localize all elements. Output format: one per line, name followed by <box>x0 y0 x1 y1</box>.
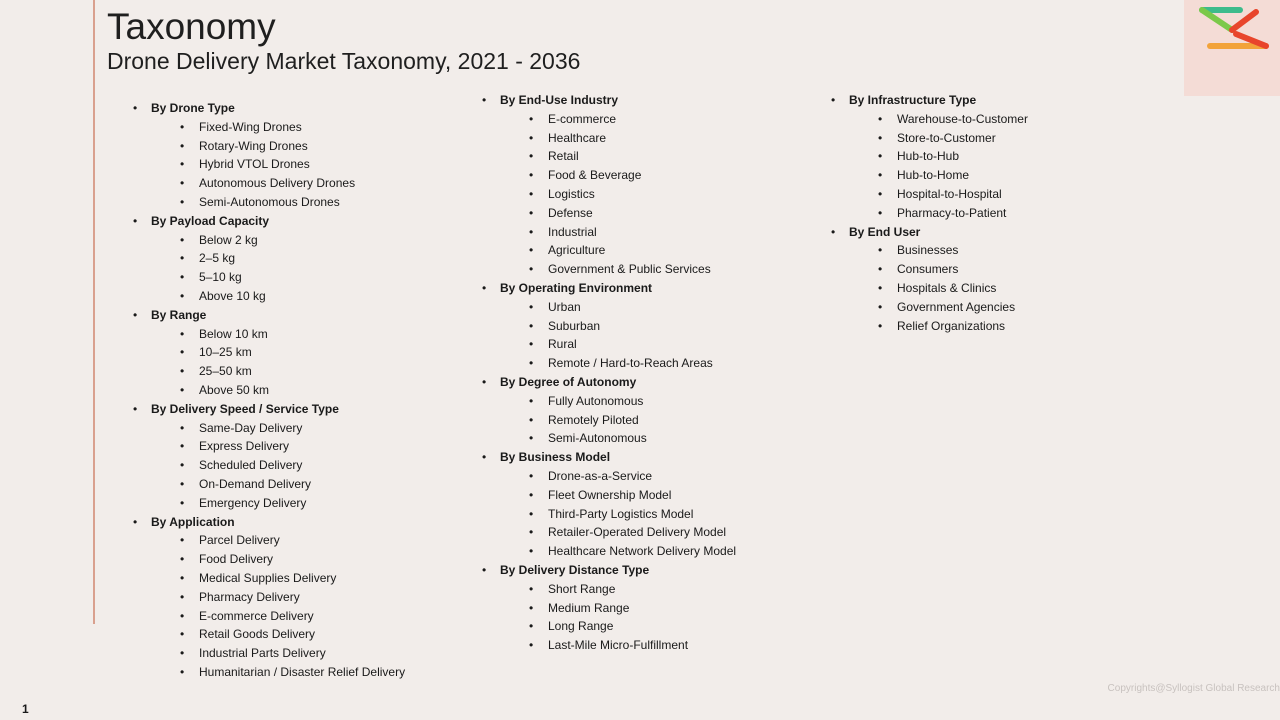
list-item: • E-commerce <box>482 110 736 129</box>
list-item: • Suburban <box>482 317 736 336</box>
list-item: • Store-to-Customer <box>831 129 1028 148</box>
list-item: • Last-Mile Micro-Fulfillment <box>482 636 736 655</box>
category-heading: • By Delivery Speed / Service Type <box>133 400 405 419</box>
category-heading: • By Degree of Autonomy <box>482 373 736 392</box>
list-item: • Rotary-Wing Drones <box>133 137 405 156</box>
list-item: • Fully Autonomous <box>482 392 736 411</box>
list-item: • Fleet Ownership Model <box>482 486 736 505</box>
list-item: • Autonomous Delivery Drones <box>133 174 405 193</box>
category-heading: • By Drone Type <box>133 99 405 118</box>
list-item: • Government & Public Services <box>482 260 736 279</box>
list-item: • Hospitals & Clinics <box>831 279 1028 298</box>
list-item: • Food & Beverage <box>482 166 736 185</box>
list-item: • Retail <box>482 147 736 166</box>
page-number: 1 <box>22 702 29 716</box>
syllogist-logo-icon <box>1196 4 1276 54</box>
list-item: • Long Range <box>482 617 736 636</box>
list-item: • Below 2 kg <box>133 231 405 250</box>
list-item: • Rural <box>482 335 736 354</box>
copyright-text: Copyrights@Syllogist Global Research <box>1107 683 1280 694</box>
accent-divider-line <box>93 0 95 624</box>
list-item: • Drone-as-a-Service <box>482 467 736 486</box>
list-item: • Fixed-Wing Drones <box>133 118 405 137</box>
list-item: • Parcel Delivery <box>133 531 405 550</box>
category-heading: • By Application <box>133 513 405 532</box>
list-item: • Logistics <box>482 185 736 204</box>
list-item: • Food Delivery <box>133 550 405 569</box>
list-item: • Urban <box>482 298 736 317</box>
list-item: • Remote / Hard-to-Reach Areas <box>482 354 736 373</box>
list-item: • Hub-to-Hub <box>831 147 1028 166</box>
list-item: • 5–10 kg <box>133 268 405 287</box>
list-item: • Government Agencies <box>831 298 1028 317</box>
category-heading: • By Business Model <box>482 448 736 467</box>
list-item: • 2–5 kg <box>133 249 405 268</box>
list-item: • Healthcare Network Delivery Model <box>482 542 736 561</box>
list-item: • Third-Party Logistics Model <box>482 505 736 524</box>
list-item: • Above 10 kg <box>133 287 405 306</box>
list-item: • Hybrid VTOL Drones <box>133 155 405 174</box>
list-item: • Hub-to-Home <box>831 166 1028 185</box>
list-item: • Healthcare <box>482 129 736 148</box>
page-title: Taxonomy <box>107 6 276 47</box>
list-item: • Retailer-Operated Delivery Model <box>482 523 736 542</box>
list-item: • Above 50 km <box>133 381 405 400</box>
list-item: • Defense <box>482 204 736 223</box>
list-item: • Medium Range <box>482 599 736 618</box>
list-item: • 10–25 km <box>133 343 405 362</box>
list-item: • Scheduled Delivery <box>133 456 405 475</box>
list-item: • 25–50 km <box>133 362 405 381</box>
logo <box>1184 0 1280 96</box>
list-item: • Warehouse-to-Customer <box>831 110 1028 129</box>
list-item: • Industrial <box>482 223 736 242</box>
list-item: • Agriculture <box>482 241 736 260</box>
category-heading: • By Range <box>133 306 405 325</box>
list-item: • Pharmacy Delivery <box>133 588 405 607</box>
list-item: • Businesses <box>831 241 1028 260</box>
list-item: • Medical Supplies Delivery <box>133 569 405 588</box>
list-item: • Hospital-to-Hospital <box>831 185 1028 204</box>
list-item: • Same-Day Delivery <box>133 419 405 438</box>
category-heading: • By Infrastructure Type <box>831 91 1028 110</box>
page-subtitle: Drone Delivery Market Taxonomy, 2021 - 2036 <box>107 48 581 74</box>
taxonomy-column-2 <box>482 91 736 655</box>
list-item: • Retail Goods Delivery <box>133 625 405 644</box>
list-item: • Short Range <box>482 580 736 599</box>
list-item: • E-commerce Delivery <box>133 607 405 626</box>
list-item: • Humanitarian / Disaster Relief Delivery <box>133 663 405 682</box>
list-item: • Pharmacy-to-Patient <box>831 204 1028 223</box>
list-item: • Remotely Piloted <box>482 411 736 430</box>
category-heading: • By Delivery Distance Type <box>482 561 736 580</box>
category-heading: • By Operating Environment <box>482 279 736 298</box>
category-heading: • By End User <box>831 223 1028 242</box>
list-item: • Below 10 km <box>133 325 405 344</box>
list-item: • Semi-Autonomous Drones <box>133 193 405 212</box>
category-heading: • By Payload Capacity <box>133 212 405 231</box>
category-heading: • By End-Use Industry <box>482 91 736 110</box>
list-item: • Relief Organizations <box>831 317 1028 336</box>
list-item: • Emergency Delivery <box>133 494 405 513</box>
taxonomy-column-3 <box>831 91 1028 335</box>
list-item: • Consumers <box>831 260 1028 279</box>
taxonomy-column-1 <box>133 99 405 682</box>
list-item: • Industrial Parts Delivery <box>133 644 405 663</box>
list-item: • Express Delivery <box>133 437 405 456</box>
list-item: • On-Demand Delivery <box>133 475 405 494</box>
list-item: • Semi-Autonomous <box>482 429 736 448</box>
